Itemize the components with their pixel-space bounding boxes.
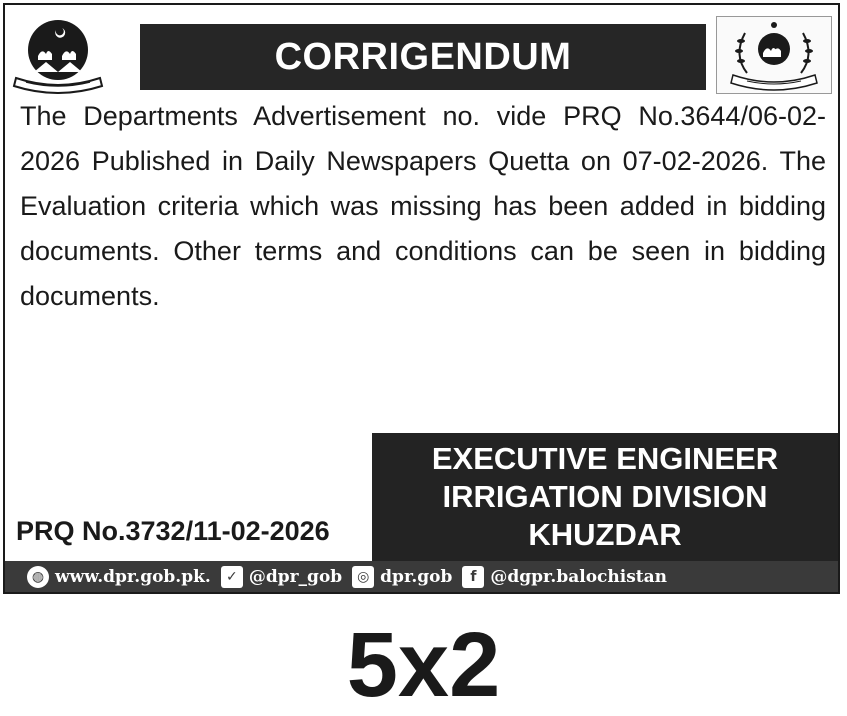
facebook-icon: f	[462, 566, 484, 588]
twitter-link[interactable]	[221, 566, 342, 588]
twitter-icon: ✓	[221, 566, 243, 588]
ad-size-label: 5x2	[346, 614, 501, 716]
website-link[interactable]	[27, 566, 211, 588]
facebook-text: @dgpr.balochistan	[490, 566, 668, 587]
title-banner	[140, 24, 706, 90]
signatory-division: IRRIGATION DIVISION	[442, 479, 768, 514]
corrigendum-body: The Departments Advertisement no. vide PRQ No.3644/06-02-2026 Published in Daily Newspapers Quetta on 07-02-2026. The Evaluation criteria which was missing has been added in bidding documents. Other terms and conditions can be seen in bidding documents.	[20, 101, 826, 311]
instagram-icon: ◎	[352, 566, 374, 588]
page-title: CORRIGENDUM	[274, 35, 572, 78]
prq-number: PRQ No.3732/11-02-2026	[16, 516, 330, 546]
footer-bar	[5, 561, 838, 592]
globe-icon: ◍	[27, 566, 49, 588]
government-emblem-logo	[12, 16, 104, 94]
instagram-link[interactable]	[352, 566, 452, 588]
dgpr-emblem-logo	[716, 16, 832, 94]
signatory-title: EXECUTIVE ENGINEER	[431, 441, 779, 476]
signatory-box	[372, 433, 838, 561]
twitter-text: @dpr_gob	[248, 566, 343, 587]
instagram-text: dpr.gob	[380, 566, 453, 587]
website-text: www.dpr.gob.pk.	[55, 566, 211, 587]
facebook-link[interactable]	[462, 566, 667, 588]
signatory-location: KHUZDAR	[528, 517, 682, 552]
